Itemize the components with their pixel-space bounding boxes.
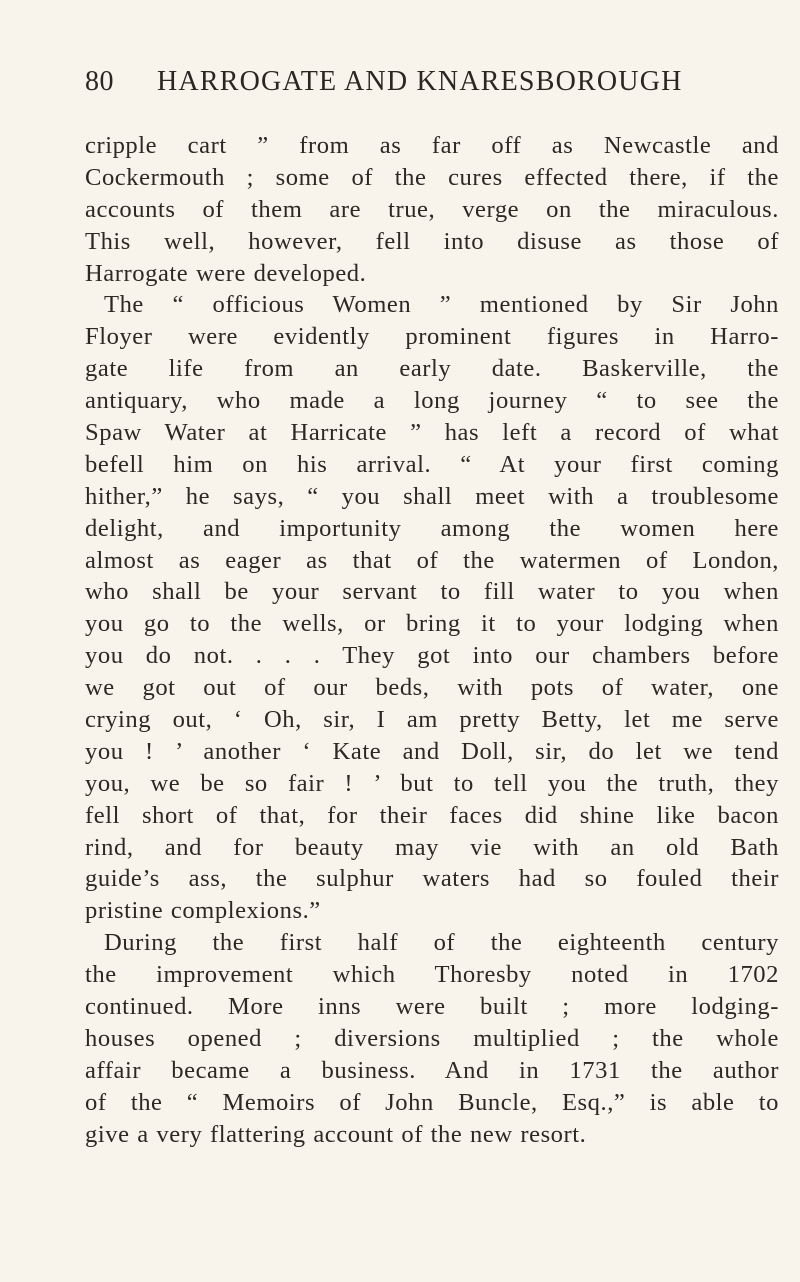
text-line: give a very flattering account of the new resort.	[85, 1120, 587, 1148]
text-line: accounts of them are true, verge on the miraculous.	[85, 195, 779, 223]
page-number: 80	[85, 66, 114, 97]
text-line: Cockermouth ; some of the cures effected there, if the	[85, 163, 779, 191]
text-line: we got out of our beds, with pots of water, one	[85, 674, 779, 702]
text-line: you do not. . . . They got into our chambers before	[85, 642, 779, 670]
text-line: you, we be so fair ! ’ but to tell you the truth, they	[85, 769, 779, 797]
text-line: crying out, ‘ Oh, sir, I am pretty Betty, let me serve	[85, 706, 779, 734]
text-line: of the “ Memoirs of John Buncle, Esq.,” is able to	[85, 1088, 779, 1116]
text-line: guide’s ass, the sulphur waters had so fouled their	[85, 865, 779, 893]
running-title: HARROGATE AND KNARESBOROUGH	[157, 66, 683, 97]
text-line: who shall be your servant to fill water to you when	[85, 578, 779, 606]
text-line: rind, and for beauty may vie with an old Bath	[85, 833, 779, 861]
body-text	[85, 130, 779, 1151]
text-line: antiquary, who made a long journey “ to see the	[85, 387, 779, 415]
text-line: gate life from an early date. Baskerville, the	[85, 355, 779, 383]
text-line: Floyer were evidently prominent figures in Harro-	[85, 323, 779, 351]
text-line: befell him on his arrival. “ At your first coming	[85, 450, 779, 478]
page-header	[85, 66, 725, 110]
text-line: hither,” he says, “ you shall meet with a troublesome	[85, 482, 779, 510]
text-line: affair became a business. And in 1731 the author	[85, 1056, 779, 1084]
text-line: you ! ’ another ‘ Kate and Doll, sir, do let we tend	[85, 737, 779, 765]
text-line: continued. More inns were built ; more lodging-	[85, 993, 779, 1021]
text-line: almost as eager as that of the watermen of London,	[85, 546, 779, 574]
text-line: the improvement which Thoresby noted in 1702	[85, 961, 779, 989]
paragraph-first-line: The “ officious Women ” mentioned by Sir John	[104, 291, 779, 319]
paragraph-first-line: During the first half of the eighteenth century	[104, 929, 779, 957]
text-line: Spaw Water at Harricate ” has left a record of what	[85, 419, 779, 447]
text-line: delight, and importunity among the women here	[85, 514, 779, 542]
text-line: pristine complexions.”	[85, 897, 321, 925]
text-line: fell short of that, for their faces did shine like bacon	[85, 801, 779, 829]
text-line: This well, however, fell into disuse as those of	[85, 227, 779, 255]
text-line: houses opened ; diversions multiplied ; the whole	[85, 1024, 779, 1052]
text-line: Harrogate were developed.	[85, 259, 367, 287]
text-line: you go to the wells, or bring it to your lodging when	[85, 610, 779, 638]
text-line: cripple cart ” from as far off as Newcastle and	[85, 132, 779, 159]
